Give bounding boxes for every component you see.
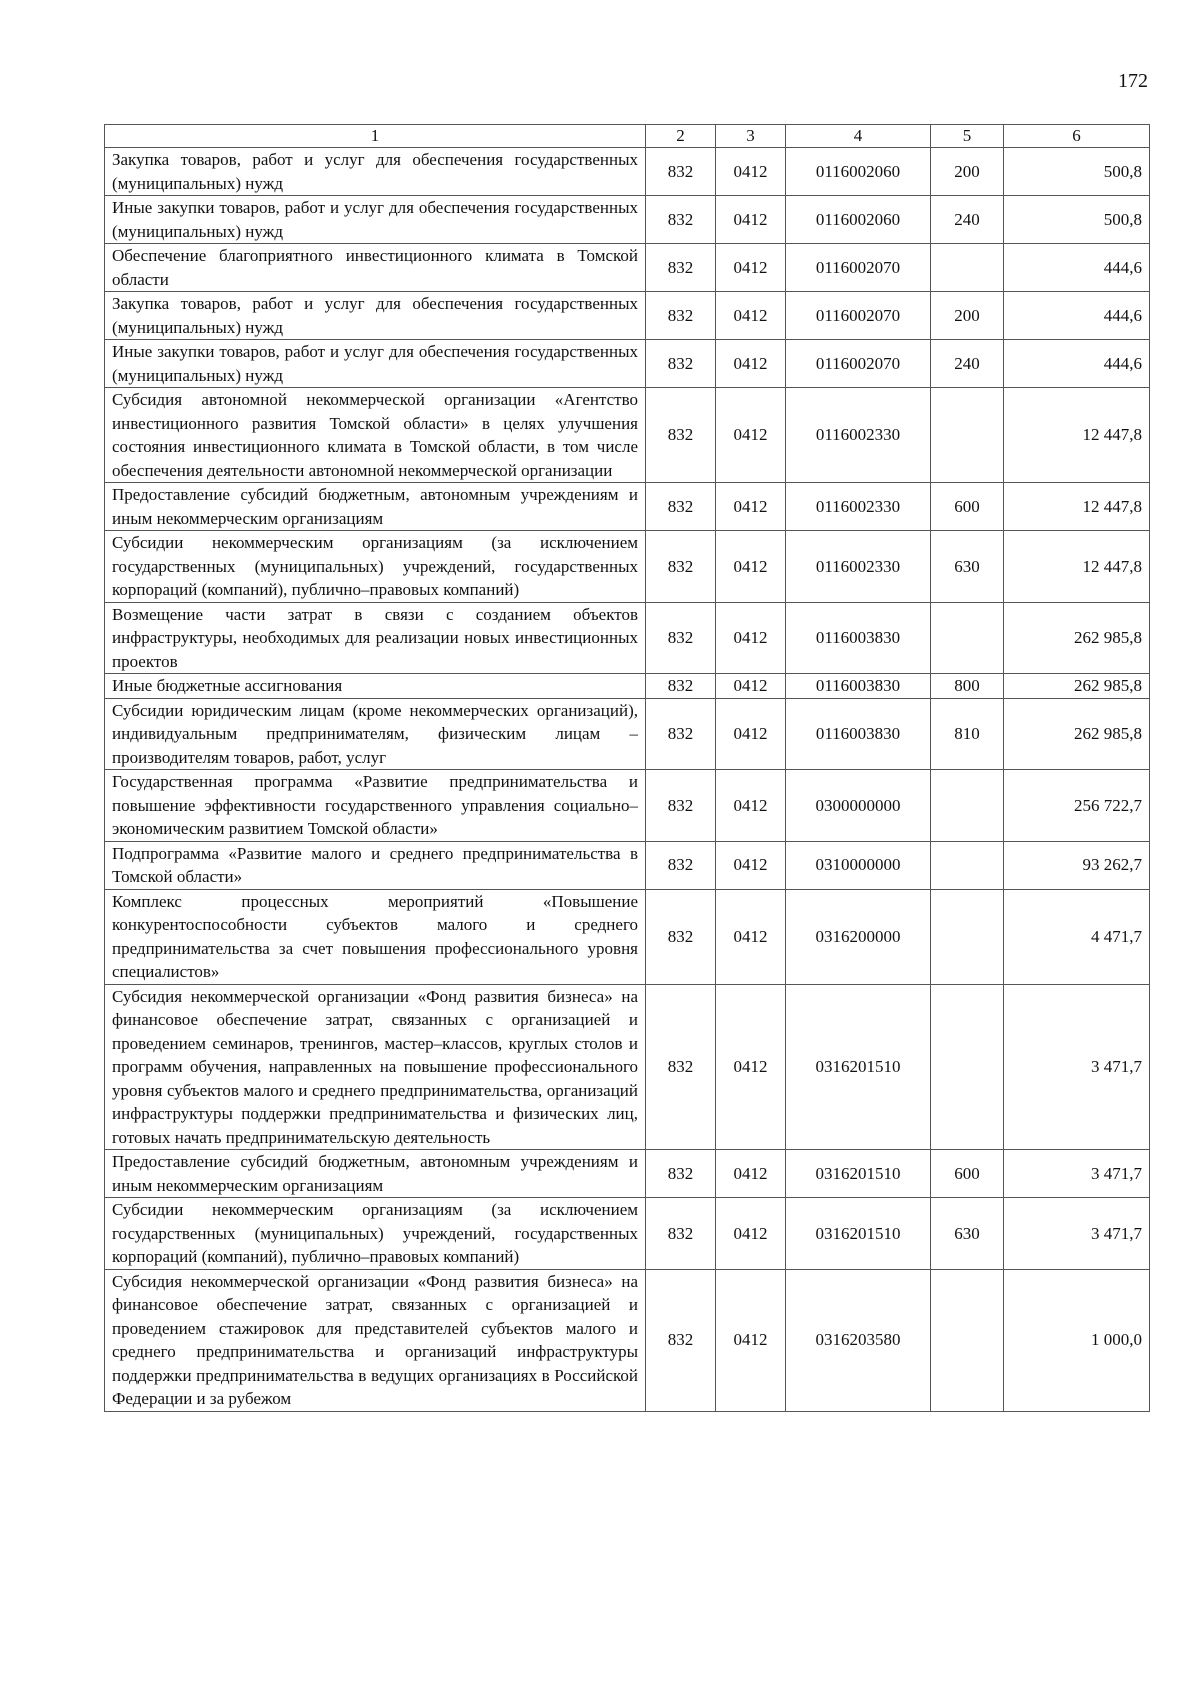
target-article-code: 0316201510 [786, 984, 931, 1150]
row-description: Иные закупки товаров, работ и услуг для обеспечения государственных (муниципальных) нужд [105, 340, 646, 388]
amount: 12 447,8 [1004, 483, 1150, 531]
expense-type-code: 600 [931, 1150, 1004, 1198]
table-row [105, 244, 1150, 292]
row-description: Закупка товаров, работ и услуг для обеспечения государственных (муниципальных) нужд [105, 292, 646, 340]
target-article-code: 0116002330 [786, 531, 931, 603]
expense-type-code: 630 [931, 1198, 1004, 1270]
amount: 262 985,8 [1004, 602, 1150, 674]
table-row [105, 196, 1150, 244]
table-row [105, 1198, 1150, 1270]
table-row [105, 388, 1150, 483]
expense-type-code [931, 388, 1004, 483]
table-row [105, 984, 1150, 1150]
ministry-code: 832 [646, 244, 716, 292]
ministry-code: 832 [646, 292, 716, 340]
header-cell: 2 [646, 125, 716, 148]
target-article-code: 0316201510 [786, 1150, 931, 1198]
target-article-code: 0116002330 [786, 483, 931, 531]
row-description: Возмещение части затрат в связи с созданием объектов инфраструктуры, необходимых для реализации новых инвестиционных проектов [105, 602, 646, 674]
section-code: 0412 [716, 1150, 786, 1198]
target-article-code: 0116003830 [786, 674, 931, 699]
expense-type-code [931, 984, 1004, 1150]
expense-type-code [931, 770, 1004, 842]
ministry-code: 832 [646, 770, 716, 842]
amount: 444,6 [1004, 292, 1150, 340]
section-code: 0412 [716, 841, 786, 889]
ministry-code: 832 [646, 984, 716, 1150]
target-article-code: 0116002070 [786, 340, 931, 388]
amount: 93 262,7 [1004, 841, 1150, 889]
row-description: Подпрограмма «Развитие малого и среднего предпринимательства в Томской области» [105, 841, 646, 889]
section-code: 0412 [716, 340, 786, 388]
expense-type-code: 800 [931, 674, 1004, 699]
ministry-code: 832 [646, 698, 716, 770]
table-row [105, 1150, 1150, 1198]
section-code: 0412 [716, 292, 786, 340]
table-row [105, 292, 1150, 340]
target-article-code: 0116003830 [786, 698, 931, 770]
target-article-code: 0116002060 [786, 148, 931, 196]
target-article-code: 0316201510 [786, 1198, 931, 1270]
expense-type-code [931, 841, 1004, 889]
row-description: Предоставление субсидий бюджетным, автономным учреждениям и иным некоммерческим организациям [105, 483, 646, 531]
section-code: 0412 [716, 1269, 786, 1411]
amount: 262 985,8 [1004, 674, 1150, 699]
row-description: Закупка товаров, работ и услуг для обеспечения государственных (муниципальных) нужд [105, 148, 646, 196]
header-cell: 3 [716, 125, 786, 148]
table-row [105, 841, 1150, 889]
row-description: Субсидия некоммерческой организации «Фонд развития бизнеса» на финансовое обеспечение затрат, связанных с организацией и проведением семинаров, тренингов, мастер–классов, круглых столов и программ обучения, направленных на повышение профессионального уровня субъектов малого и среднего предпринимательства, организаций инфраструктуры поддержки предпринимательства и физических лиц, готовых начать предпринимательскую деятельность [105, 984, 646, 1150]
section-code: 0412 [716, 674, 786, 699]
table-header-row [105, 125, 1150, 148]
amount: 3 471,7 [1004, 1150, 1150, 1198]
row-description: Субсидии некоммерческим организациям (за исключением государственных (муниципальных) учреждений, государственных корпораций (компаний), публично–правовых компаний) [105, 1198, 646, 1270]
target-article-code: 0116002070 [786, 292, 931, 340]
table-row [105, 770, 1150, 842]
ministry-code: 832 [646, 889, 716, 984]
target-article-code: 0116002060 [786, 196, 931, 244]
section-code: 0412 [716, 244, 786, 292]
amount: 1 000,0 [1004, 1269, 1150, 1411]
header-cell: 1 [105, 125, 646, 148]
row-description: Государственная программа «Развитие предпринимательства и повышение эффективности государственного управления социально–экономическим развитием Томской области» [105, 770, 646, 842]
target-article-code: 0116002330 [786, 388, 931, 483]
amount: 3 471,7 [1004, 984, 1150, 1150]
amount: 500,8 [1004, 196, 1150, 244]
ministry-code: 832 [646, 388, 716, 483]
row-description: Субсидии юридическим лицам (кроме некоммерческих организаций), индивидуальным предпринимателям, физическим лицам – производителям товаров, работ, услуг [105, 698, 646, 770]
table-row [105, 340, 1150, 388]
section-code: 0412 [716, 531, 786, 603]
amount: 500,8 [1004, 148, 1150, 196]
table-row [105, 674, 1150, 699]
amount: 12 447,8 [1004, 388, 1150, 483]
amount: 256 722,7 [1004, 770, 1150, 842]
section-code: 0412 [716, 148, 786, 196]
header-cell: 6 [1004, 125, 1150, 148]
section-code: 0412 [716, 1198, 786, 1270]
target-article-code: 0116003830 [786, 602, 931, 674]
ministry-code: 832 [646, 531, 716, 603]
ministry-code: 832 [646, 196, 716, 244]
ministry-code: 832 [646, 1269, 716, 1411]
row-description: Иные бюджетные ассигнования [105, 674, 646, 699]
expense-type-code: 810 [931, 698, 1004, 770]
target-article-code: 0316200000 [786, 889, 931, 984]
table-row [105, 1269, 1150, 1411]
ministry-code: 832 [646, 340, 716, 388]
amount: 444,6 [1004, 340, 1150, 388]
table-row [105, 148, 1150, 196]
row-description: Предоставление субсидий бюджетным, автономным учреждениям и иным некоммерческим организациям [105, 1150, 646, 1198]
row-description: Субсидия некоммерческой организации «Фонд развития бизнеса» на финансовое обеспечение затрат, связанных с организацией и проведением стажировок для представителей субъектов малого и среднего предпринимательства и организаций инфраструктуры поддержки предпринимательства в ведущих организациях в Российской Федерации и за рубежом [105, 1269, 646, 1411]
ministry-code: 832 [646, 841, 716, 889]
page-number: 172 [1118, 70, 1148, 92]
target-article-code: 0310000000 [786, 841, 931, 889]
expense-type-code [931, 244, 1004, 292]
ministry-code: 832 [646, 674, 716, 699]
table-row [105, 531, 1150, 603]
header-cell: 5 [931, 125, 1004, 148]
amount: 12 447,8 [1004, 531, 1150, 603]
row-description: Обеспечение благоприятного инвестиционного климата в Томской области [105, 244, 646, 292]
table-row [105, 698, 1150, 770]
expense-type-code: 240 [931, 196, 1004, 244]
ministry-code: 832 [646, 483, 716, 531]
section-code: 0412 [716, 483, 786, 531]
amount: 444,6 [1004, 244, 1150, 292]
ministry-code: 832 [646, 1150, 716, 1198]
row-description: Комплекс процессных мероприятий «Повышение конкурентоспособности субъектов малого и среднего предпринимательства за счет повышения профессионального уровня специалистов» [105, 889, 646, 984]
budget-table [104, 124, 1150, 1412]
target-article-code: 0316203580 [786, 1269, 931, 1411]
table-row [105, 889, 1150, 984]
target-article-code: 0300000000 [786, 770, 931, 842]
expense-type-code: 200 [931, 292, 1004, 340]
section-code: 0412 [716, 889, 786, 984]
expense-type-code [931, 602, 1004, 674]
section-code: 0412 [716, 196, 786, 244]
ministry-code: 832 [646, 148, 716, 196]
ministry-code: 832 [646, 602, 716, 674]
table-row [105, 483, 1150, 531]
section-code: 0412 [716, 602, 786, 674]
section-code: 0412 [716, 984, 786, 1150]
expense-type-code: 200 [931, 148, 1004, 196]
target-article-code: 0116002070 [786, 244, 931, 292]
header-cell: 4 [786, 125, 931, 148]
section-code: 0412 [716, 770, 786, 842]
row-description: Иные закупки товаров, работ и услуг для обеспечения государственных (муниципальных) нужд [105, 196, 646, 244]
section-code: 0412 [716, 698, 786, 770]
expense-type-code: 240 [931, 340, 1004, 388]
row-description: Субсидия автономной некоммерческой организации «Агентство инвестиционного развития Томской области» в целях улучшения состояния инвестиционного климата в Томской области, в том числе обеспечения деятельности автономной некоммерческой организации [105, 388, 646, 483]
row-description: Субсидии некоммерческим организациям (за исключением государственных (муниципальных) учреждений, государственных корпораций (компаний), публично–правовых компаний) [105, 531, 646, 603]
amount: 262 985,8 [1004, 698, 1150, 770]
amount: 3 471,7 [1004, 1198, 1150, 1270]
expense-type-code [931, 889, 1004, 984]
expense-type-code: 630 [931, 531, 1004, 603]
ministry-code: 832 [646, 1198, 716, 1270]
expense-type-code [931, 1269, 1004, 1411]
expense-type-code: 600 [931, 483, 1004, 531]
amount: 4 471,7 [1004, 889, 1150, 984]
section-code: 0412 [716, 388, 786, 483]
table-row [105, 602, 1150, 674]
